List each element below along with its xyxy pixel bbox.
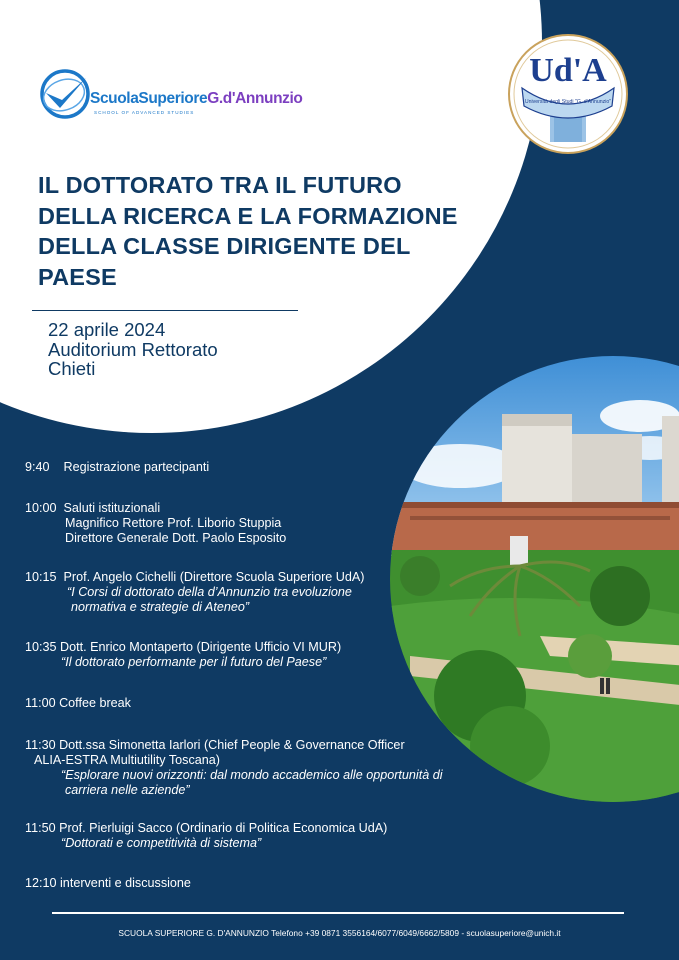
footer-contact: SCUOLA SUPERIORE G. D'ANNUNZIO Telefono +39 0871 3556164/6077/6049/6662/5809 - scuolasuperiore@unich.it xyxy=(118,928,561,938)
event-title: IL DOTTORATO TRA IL FUTURO DELLA RICERCA E LA FORMAZIONE DELLA CLASSE DIRIGENTE DEL PAESE xyxy=(38,172,458,290)
program-item-1000 xyxy=(25,501,286,546)
program-speaker: Magnifico Rettore Prof. Liborio Stuppia xyxy=(65,516,282,530)
program-time-line: 10:15 Prof. Angelo Cichelli (Direttore Scuola Superiore UdA) xyxy=(25,570,365,584)
uda-logo-ring-text: Università degli Studi "G. d'Annunzio" xyxy=(524,99,612,105)
program-item-1015 xyxy=(25,570,365,615)
program-item-1035 xyxy=(25,640,341,670)
program-time-line: 11:50 Prof. Pierluigi Sacco (Ordinario di Politica Economica UdA) xyxy=(25,821,388,835)
program-time-line: 11:00 Coffee break xyxy=(25,696,131,710)
program-organization: ALIA-ESTRA Multiutility Toscana) xyxy=(34,753,220,767)
checkmark-logo-icon xyxy=(36,66,96,126)
program-time-line: 12:10 interventi e discussione xyxy=(25,876,191,890)
program-time-line: 10:35 Dott. Enrico Montaperto (Dirigente Ufficio VI MUR) xyxy=(25,640,342,654)
program-item-1100 xyxy=(25,696,131,711)
program-talk-title: “Esplorare nuovi orizzonti: dal mondo accademico alle opportunità di xyxy=(61,768,443,782)
program-time-line: 11:30 Dott.ssa Simonetta Iarlori (Chief People & Governance Officer xyxy=(25,738,405,752)
title-divider xyxy=(32,310,298,311)
program-talk-title: normativa e strategie di Ateneo” xyxy=(71,600,250,614)
campus-illustration xyxy=(390,356,679,802)
program-time-line: 10:00 Saluti istituzionali xyxy=(25,501,161,515)
program-item-0940 xyxy=(25,460,209,475)
program-talk-title: carriera nelle aziende” xyxy=(65,783,190,797)
campus-photo xyxy=(390,356,679,802)
program-item-1150 xyxy=(25,821,387,851)
scuola-superiore-logo xyxy=(36,66,326,126)
event-venue: Auditorium Rettorato xyxy=(48,338,218,360)
event-date: 22 aprile 2024 xyxy=(48,319,166,340)
program-talk-title: “Dottorati e competitività di sistema” xyxy=(61,836,262,850)
program-talk-title: “Il dottorato performante per il futuro del Paese” xyxy=(61,655,327,669)
logo-name xyxy=(90,90,303,108)
logo-name-part-1: ScuolaSuperiore xyxy=(90,90,208,107)
uda-logo-letters: Ud'A xyxy=(529,52,607,89)
logo-name-part-2: G.d'Annunzio xyxy=(207,90,303,107)
program-time-line: 9:40 Registrazione partecipanti xyxy=(25,460,210,474)
logo-tagline: SCHOOL OF ADVANCED STUDIES xyxy=(94,110,195,115)
program-speaker: Direttore Generale Dott. Paolo Esposito xyxy=(65,531,287,545)
program-item-1210 xyxy=(25,876,191,891)
event-city: Chieti xyxy=(48,358,96,379)
program-item-1130 xyxy=(25,738,443,798)
footer-divider xyxy=(52,912,624,914)
event-details xyxy=(48,320,218,379)
uda-seal-icon xyxy=(508,34,628,154)
uda-logo xyxy=(508,34,628,154)
program-talk-title: “I Corsi di dottorato della d’Annunzio tra evoluzione xyxy=(67,585,352,599)
